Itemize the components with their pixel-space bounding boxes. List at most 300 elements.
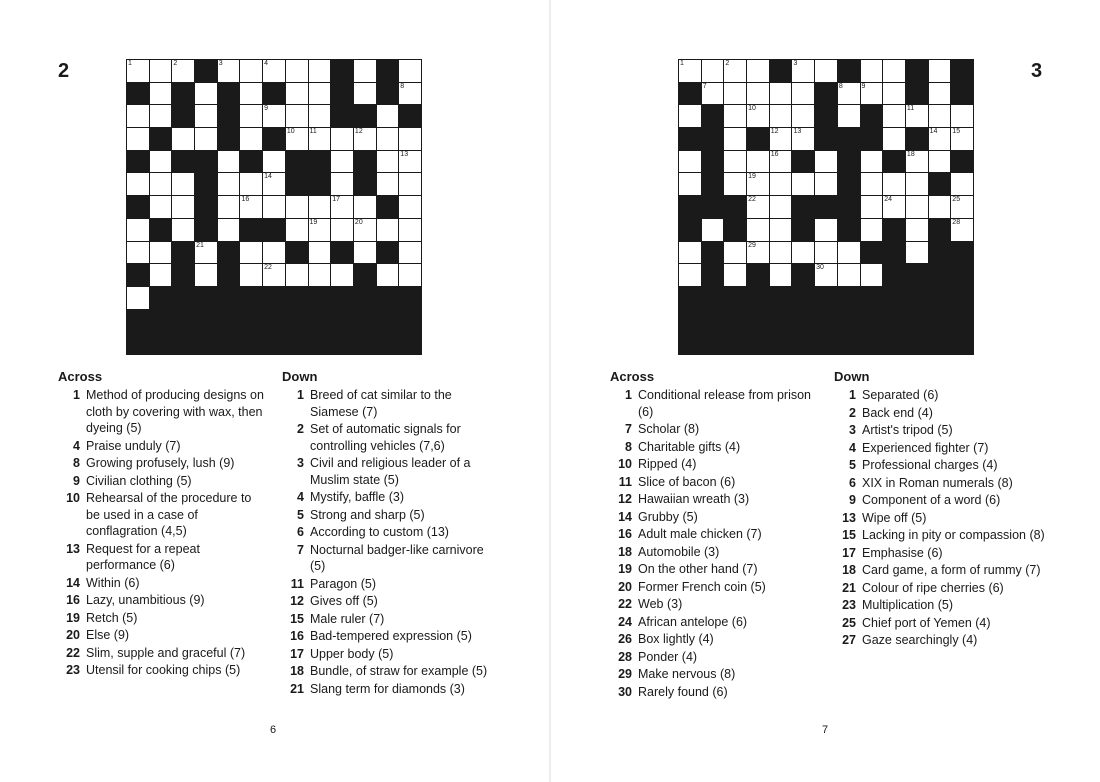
grid-cell[interactable] [399,264,421,286]
grid-cell[interactable] [150,242,172,264]
grid-cell[interactable] [286,196,308,218]
grid-cell[interactable] [815,242,837,264]
across-clue [610,474,820,491]
grid-cell[interactable] [240,105,262,127]
cell-number: 16 [770,150,779,158]
grid-cell[interactable] [929,128,951,150]
grid-cell[interactable] [906,105,928,127]
grid-cell[interactable] [218,60,240,82]
grid-cell[interactable] [240,196,262,218]
grid-cell[interactable] [354,83,376,105]
grid-cell[interactable] [377,128,399,150]
grid-cell[interactable] [929,151,951,173]
grid-block [172,83,194,105]
clue-text: Separated (6) [862,388,939,402]
grid-cell[interactable] [792,60,814,82]
clue-text: Method of producing designs on cloth by covering with wax, then dyeing (5) [86,388,264,435]
grid-cell[interactable] [150,60,172,82]
grid-cell[interactable] [724,151,746,173]
grid-cell[interactable] [724,173,746,195]
grid-cell[interactable] [286,60,308,82]
clue-text: Hawaiian wreath (3) [638,492,750,506]
cell-number: 3 [218,60,223,67]
grid-cell[interactable] [331,264,353,286]
grid-block [838,196,860,218]
grid-cell[interactable] [906,219,928,241]
grid-cell[interactable] [951,105,973,127]
grid-cell[interactable] [354,242,376,264]
grid-block [195,173,217,195]
grid-cell[interactable] [240,128,262,150]
grid-cell[interactable] [172,219,194,241]
grid-cell[interactable] [792,128,814,150]
cell-number: 16 [241,196,250,204]
grid-cell[interactable] [127,105,149,127]
grid-cell[interactable] [263,60,285,82]
across-clue [58,662,268,679]
across-clue [610,649,820,666]
grid-cell[interactable] [792,173,814,195]
grid-block [792,219,814,241]
grid-cell[interactable] [377,264,399,286]
clue-text: Automobile (3) [638,544,720,559]
grid-cell[interactable] [883,105,905,127]
clue-number: 23 [66,663,80,677]
across-clue [610,509,820,526]
grid-block [331,242,353,264]
grid-cell[interactable] [240,83,262,105]
grid-block [951,83,973,105]
grid-cell[interactable] [951,173,973,195]
grid-block [702,173,724,195]
cell-number: 10 [286,128,295,136]
grid-cell[interactable] [309,83,331,105]
grid-block [724,219,746,241]
clue-number: 15 [842,528,856,542]
grid-cell[interactable] [309,264,331,286]
grid-cell[interactable] [195,264,217,286]
grid-cell[interactable] [679,173,701,195]
grid-cell[interactable] [399,242,421,264]
grid-cell[interactable] [263,151,285,173]
cell-number: 19 [748,173,756,181]
grid-cell[interactable] [929,60,951,82]
grid-cell[interactable] [792,83,814,105]
clue-text: Bundle, of straw for example (5) [310,664,488,678]
grid-cell[interactable] [195,83,217,105]
clue-number: 4 [849,440,856,455]
grid-cell[interactable] [929,105,951,127]
grid-block [377,196,399,218]
grid-cell[interactable] [815,60,837,82]
grid-cell[interactable] [770,105,792,127]
across-clue [610,456,820,473]
grid-cell[interactable] [127,287,149,309]
grid-cell[interactable] [883,83,905,105]
grid-cell[interactable] [679,60,701,82]
grid-cell[interactable] [747,242,769,264]
grid-cell[interactable] [331,151,353,173]
grid-block [702,128,724,150]
clue-text: XIX in Roman numerals (8) [862,475,1013,490]
grid-cell[interactable] [286,105,308,127]
grid-cell[interactable] [354,128,376,150]
grid-cell[interactable] [399,60,421,82]
grid-cell[interactable] [331,196,353,218]
grid-cell[interactable] [150,173,172,195]
grid-cell[interactable] [929,83,951,105]
grid-cell[interactable] [127,242,149,264]
across-heading: Across [610,369,655,384]
grid-cell[interactable] [883,128,905,150]
cell-number: 1 [680,60,684,67]
grid-cell[interactable] [240,173,262,195]
grid-cell[interactable] [150,105,172,127]
grid-cell[interactable] [240,60,262,82]
grid-cell[interactable] [861,60,883,82]
grid-block [399,105,421,127]
down-clues [282,369,497,698]
grid-cell[interactable] [286,264,308,286]
grid-block [747,264,769,286]
grid-cell[interactable] [377,151,399,173]
across-clue [610,491,820,508]
clue-number: 4 [297,490,304,504]
grid-cell[interactable] [724,60,746,82]
cell-number: 9 [264,105,269,113]
clue-number: 3 [297,456,304,470]
grid-cell[interactable] [218,219,240,241]
clue-text: Rehearsal of the procedure to be used in a case of conflagration (4,5) [86,491,252,538]
clue-number: 20 [66,628,80,642]
grid-cell[interactable] [770,264,792,286]
clue-number: 29 [618,667,632,681]
grid-cell[interactable] [815,151,837,173]
cell-number: 7 [702,82,707,90]
grid-cell[interactable] [240,242,262,264]
clue-number: 9 [73,473,80,488]
grid-cell[interactable] [951,128,973,150]
grid-cell[interactable] [331,219,353,241]
grid-block [838,60,860,82]
grid-cell[interactable] [263,105,285,127]
grid-cell[interactable] [747,219,769,241]
grid-cell[interactable] [172,60,194,82]
grid-cell[interactable] [724,83,746,105]
puzzle-number: 3 [1031,60,1043,82]
grid-cell[interactable] [770,83,792,105]
grid-cell[interactable] [309,128,331,150]
grid-cell[interactable] [309,219,331,241]
grid-cell[interactable] [150,83,172,105]
down-heading: Down [282,369,318,384]
grid-cell[interactable] [399,173,421,195]
grid-cell[interactable] [929,196,951,218]
grid-cell[interactable] [702,219,724,241]
grid-cell[interactable] [747,196,769,218]
down-clue [834,510,1049,527]
grid-cell[interactable] [861,151,883,173]
clue-number: 28 [618,649,632,664]
grid-cell[interactable] [792,242,814,264]
grid-cell[interactable] [838,83,860,105]
grid-cell[interactable] [172,128,194,150]
clue-text: Back end (4) [862,405,933,420]
grid-cell[interactable] [263,242,285,264]
grid-cell[interactable] [399,219,421,241]
clue-number: 21 [842,580,856,595]
grid-cell[interactable] [377,219,399,241]
cell-number: 29 [748,241,756,249]
grid-block [218,242,240,264]
grid-cell[interactable] [218,151,240,173]
clue-number: 22 [66,645,80,660]
grid-cell[interactable] [702,60,724,82]
grid-cell[interactable] [883,196,905,218]
grid-block [702,151,724,173]
grid-cell[interactable] [377,173,399,195]
grid-block [309,173,331,195]
grid-cell[interactable] [906,151,928,173]
grid-cell[interactable] [747,60,769,82]
grid-block [286,242,308,264]
clue-text: Make nervous (8) [638,667,736,681]
down-clue [282,542,497,575]
clue-text: Bad-tempered expression (5) [310,629,472,643]
clue-number: 14 [618,509,632,524]
grid-block [951,242,973,264]
down-heading: Down [834,369,870,384]
grid-cell[interactable] [377,105,399,127]
clue-number: 10 [618,457,632,471]
grid-cell[interactable] [354,60,376,82]
grid-cell[interactable] [747,151,769,173]
across-clue [610,544,820,561]
grid-block [679,128,701,150]
grid-cell[interactable] [263,196,285,218]
clue-number: 7 [625,422,632,436]
clue-text: Gives off (5) [310,594,378,608]
grid-cell[interactable] [399,128,421,150]
clue-text: Conditional release from prison (6) [638,388,812,419]
grid-cell[interactable] [127,219,149,241]
grid-cell[interactable] [724,264,746,286]
clue-text: Professional charges (4) [862,458,998,472]
grid-cell[interactable] [815,264,837,286]
grid-cell[interactable] [399,151,421,173]
clue-text: Else (9) [86,628,130,642]
grid-cell[interactable] [838,264,860,286]
grid-cell[interactable] [286,83,308,105]
grid-cell[interactable] [195,242,217,264]
grid-cell[interactable] [172,173,194,195]
grid-cell[interactable] [770,242,792,264]
grid-cell[interactable] [150,151,172,173]
grid-cell[interactable] [127,173,149,195]
grid-cell[interactable] [354,196,376,218]
grid-cell[interactable] [861,264,883,286]
grid-cell[interactable] [951,219,973,241]
grid-cell[interactable] [724,242,746,264]
clue-text: Male ruler (7) [310,611,385,626]
grid-cell[interactable] [218,173,240,195]
grid-cell[interactable] [150,264,172,286]
down-clue [834,475,1049,492]
down-clue [834,597,1049,614]
clue-number: 1 [625,388,632,402]
grid-cell[interactable] [309,105,331,127]
down-clue [282,489,497,506]
grid-cell[interactable] [770,128,792,150]
down-clue [282,455,497,488]
clue-text: Slim, supple and graceful (7) [86,645,246,660]
grid-cell[interactable] [309,242,331,264]
grid-cell[interactable] [679,105,701,127]
clue-number: 30 [618,684,632,699]
grid-block [815,128,837,150]
clue-text: Colour of ripe cherries (6) [862,580,1004,595]
grid-cell[interactable] [218,196,240,218]
grid-block [377,242,399,264]
down-clue [282,663,497,680]
grid-cell[interactable] [354,219,376,241]
grid-cell[interactable] [770,173,792,195]
grid-cell[interactable] [861,83,883,105]
grid-cell[interactable] [792,105,814,127]
across-clue [610,421,820,438]
grid-cell[interactable] [815,219,837,241]
grid-block [838,128,860,150]
down-clue [834,527,1049,544]
grid-cell[interactable] [702,83,724,105]
grid-block [218,264,240,286]
grid-cell[interactable] [724,128,746,150]
grid-cell[interactable] [861,196,883,218]
grid-cell[interactable] [309,196,331,218]
grid-cell[interactable] [309,60,331,82]
crossword-grid[interactable] [678,59,974,355]
down-clue [282,524,497,541]
cell-number: 8 [400,82,405,90]
grid-block [150,219,172,241]
clue-text: Component of a word (6) [862,493,1001,507]
clue-text: Rarely found (6) [638,684,728,699]
grid-cell[interactable] [770,219,792,241]
grid-cell[interactable] [951,196,973,218]
grid-cell[interactable] [240,264,262,286]
grid-cell[interactable] [883,60,905,82]
clue-number: 15 [290,611,304,626]
grid-block [861,128,883,150]
grid-block [861,105,883,127]
grid-cell[interactable] [195,128,217,150]
grid-cell[interactable] [838,242,860,264]
down-clue [282,593,497,610]
cell-number: 22 [264,264,272,272]
grid-cell[interactable] [838,105,860,127]
clue-text: Praise unduly (7) [86,438,181,453]
grid-cell[interactable] [127,60,149,82]
clue-number: 18 [618,544,632,559]
clue-number: 9 [849,493,856,507]
clue-text: Upper body (5) [310,646,394,661]
grid-cell[interactable] [331,128,353,150]
clue-text: Slang term for diamonds (3) [310,681,465,696]
grid-cell[interactable] [172,196,194,218]
grid-block [724,196,746,218]
down-clue [282,628,497,645]
grid-cell[interactable] [815,173,837,195]
clue-text: Growing profusely, lush (9) [86,456,235,470]
grid-block [286,173,308,195]
grid-cell[interactable] [263,264,285,286]
grid-block [150,128,172,150]
grid-cell[interactable] [906,242,928,264]
grid-cell[interactable] [770,151,792,173]
grid-cell[interactable] [724,105,746,127]
grid-cell[interactable] [286,219,308,241]
grid-cell[interactable] [747,105,769,127]
grid-cell[interactable] [906,173,928,195]
across-clues [610,369,820,701]
grid-cell[interactable] [399,83,421,105]
grid-cell[interactable] [883,173,905,195]
grid-cell[interactable] [399,196,421,218]
grid-block [815,196,837,218]
grid-cell[interactable] [747,173,769,195]
grid-cell[interactable] [770,196,792,218]
clue-number: 19 [618,562,632,576]
across-clue [610,387,820,420]
grid-cell[interactable] [747,83,769,105]
clue-text: Paragon (5) [310,576,377,591]
grid-cell[interactable] [679,151,701,173]
grid-block [679,196,701,218]
grid-cell[interactable] [195,105,217,127]
crossword-grid[interactable] [126,59,422,355]
grid-cell[interactable] [331,173,353,195]
clue-number: 18 [290,664,304,678]
cell-number: 13 [400,150,409,158]
grid-cell[interactable] [861,219,883,241]
clue-text: Request for a repeat performance (6) [86,541,200,572]
grid-block [792,151,814,173]
grid-cell[interactable] [679,242,701,264]
clue-text: Nocturnal badger-like carnivore (5) [310,542,484,573]
grid-block [951,151,973,173]
cell-number: 14 [929,128,938,136]
grid-block [679,83,701,105]
clue-number: 8 [73,456,80,470]
grid-cell[interactable] [286,128,308,150]
grid-cell[interactable] [861,173,883,195]
grid-block [906,83,928,105]
clue-number: 17 [842,545,856,560]
grid-cell[interactable] [679,264,701,286]
cell-number: 3 [793,60,798,67]
clue-number: 2 [297,422,304,436]
grid-block [354,151,376,173]
grid-cell[interactable] [263,173,285,195]
grid-cell[interactable] [127,128,149,150]
cell-number: 17 [332,196,341,204]
cell-number: 9 [861,82,866,90]
grid-cell[interactable] [906,196,928,218]
clue-text: Chief port of Yemen (4) [862,615,991,630]
grid-cell[interactable] [150,196,172,218]
down-clue [834,632,1049,649]
cell-number: 21 [196,241,204,249]
